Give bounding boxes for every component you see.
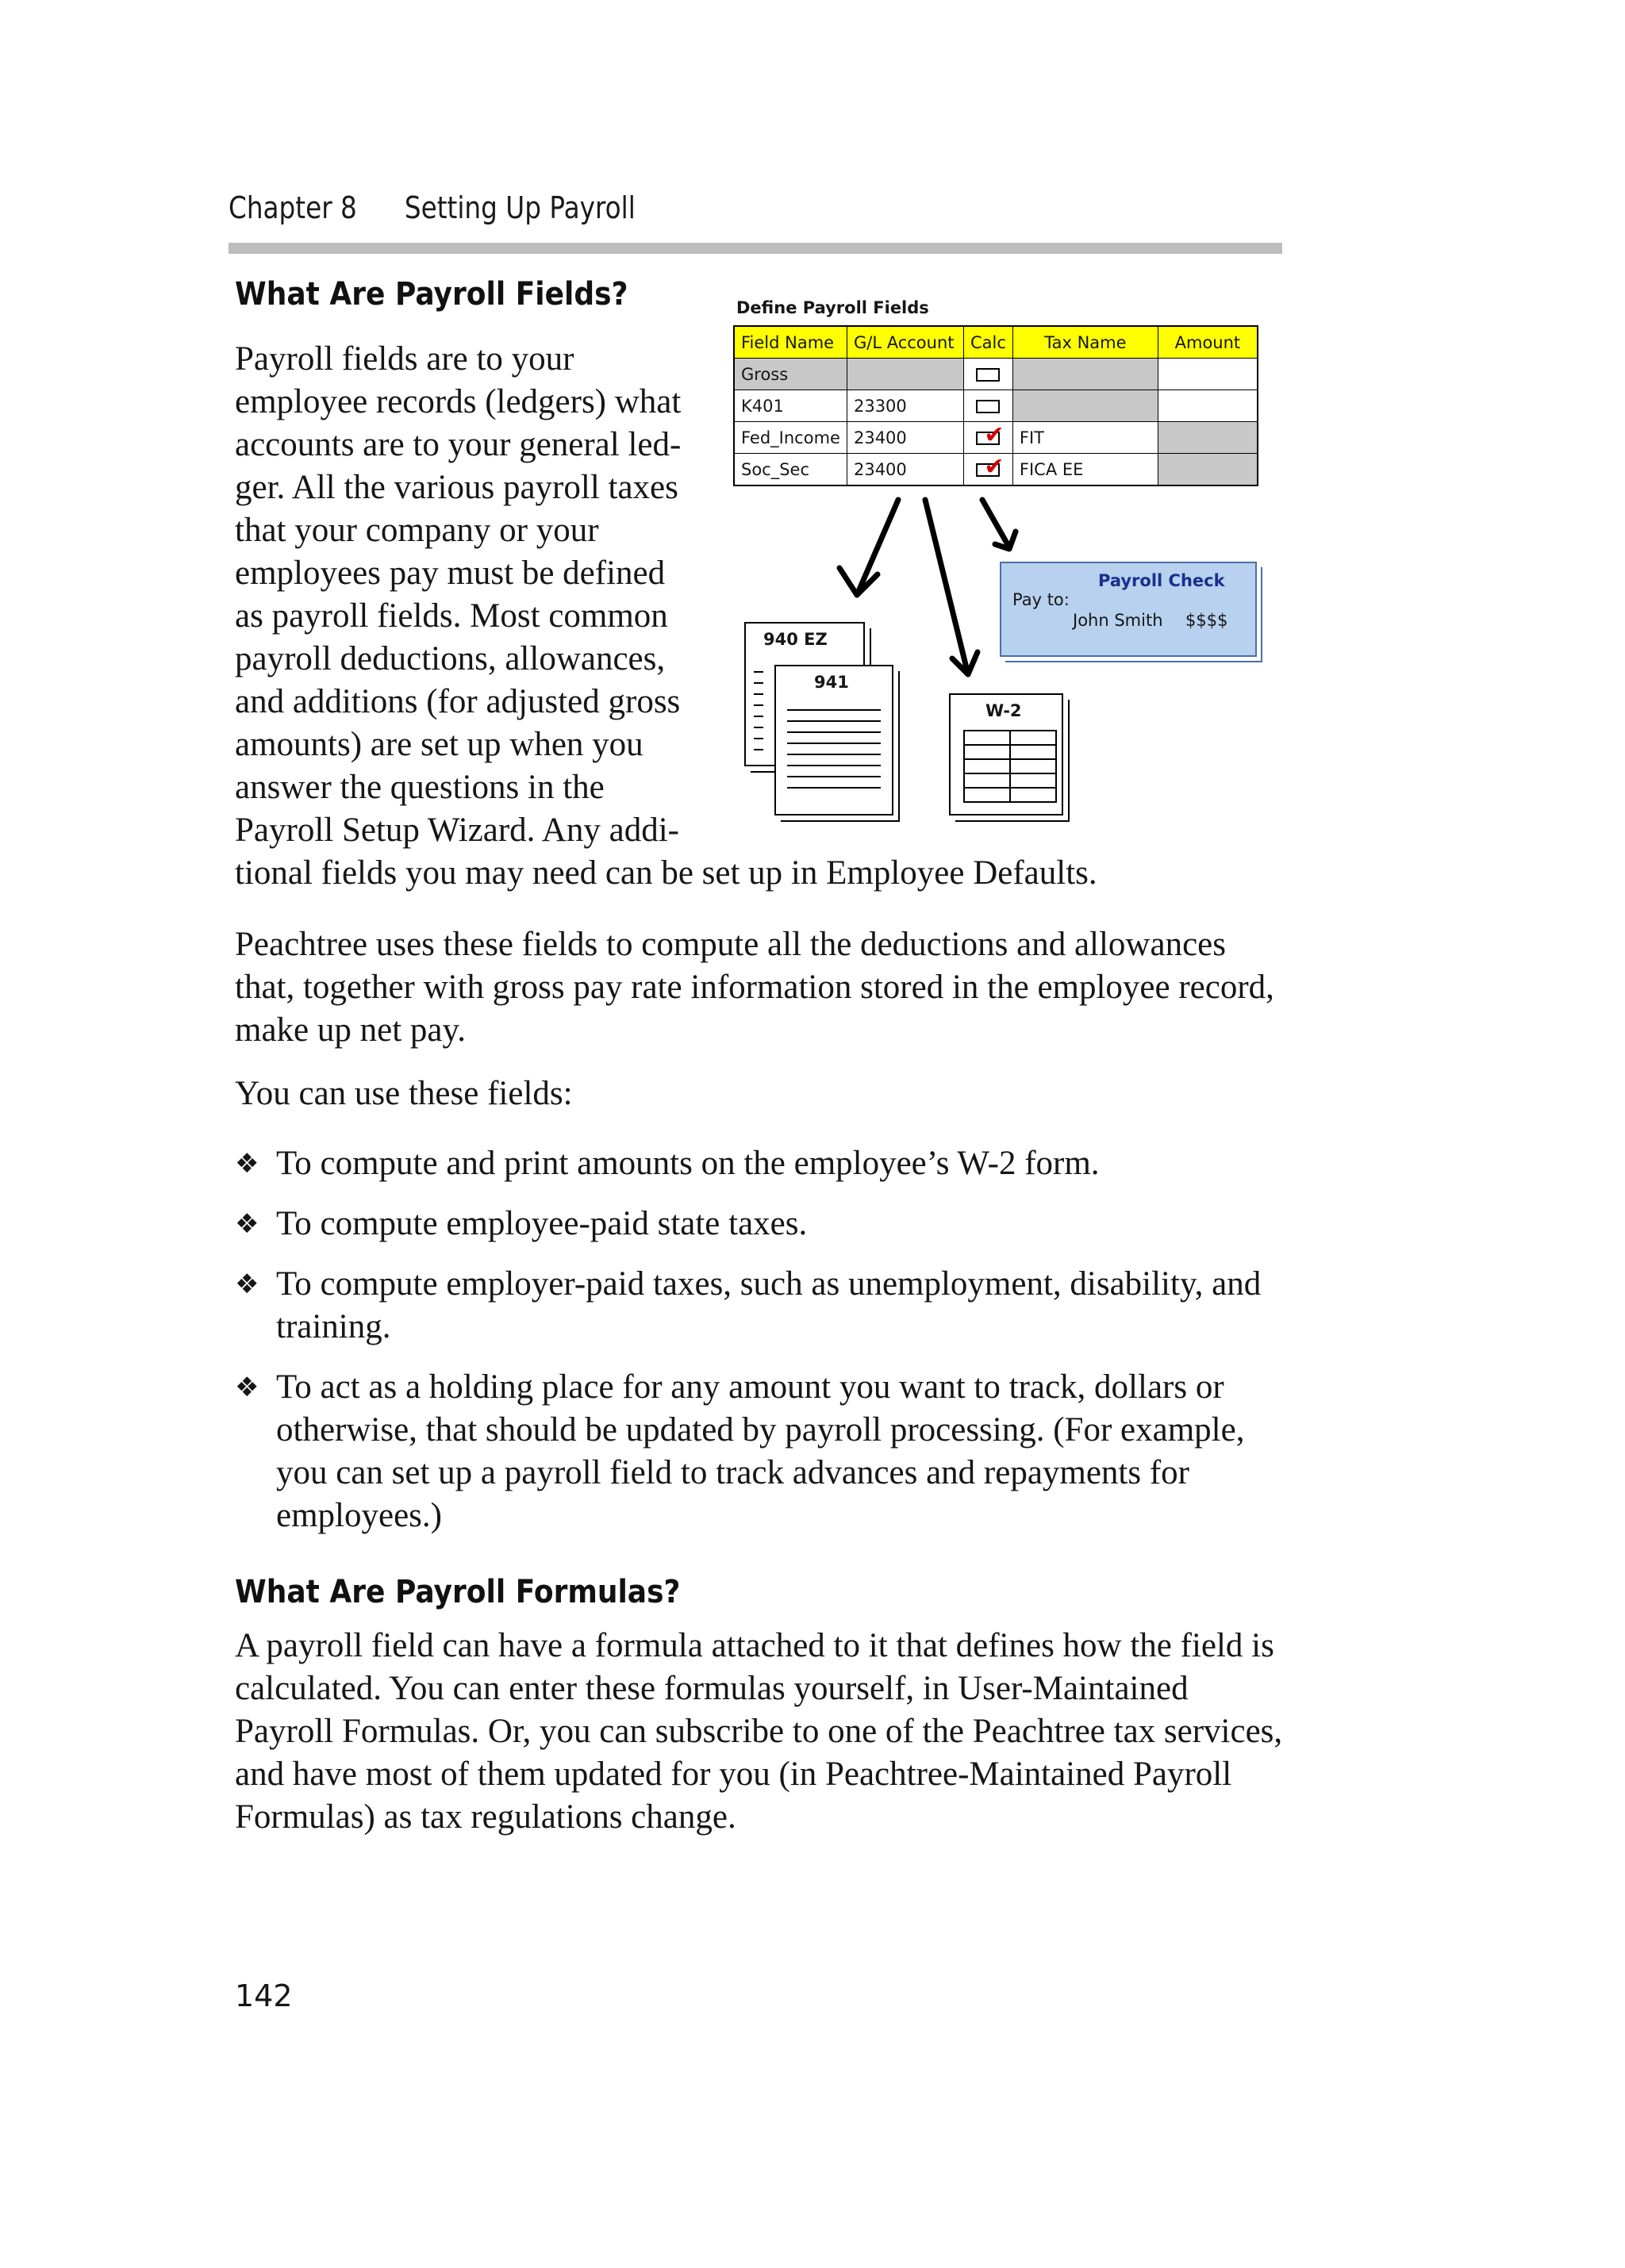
text-line: payroll deductions, allowances,: [235, 640, 666, 677]
form-lines: [787, 709, 881, 798]
list-item: [235, 1366, 1290, 1537]
use-intro: You can use these fields:: [235, 1075, 573, 1112]
text-line: Peachtree uses these fields to compute all the deductions and allowances: [235, 926, 1226, 963]
column-header: Tax Name: [1012, 326, 1158, 359]
form-w2-label: W-2: [985, 701, 1022, 720]
text-line: make up net pay.: [235, 1011, 466, 1049]
account-cell: 23400: [847, 422, 963, 454]
text-line: answer the questions in the: [235, 769, 605, 806]
text-line: tional fields you may need can be set up in Employee Defaults.: [235, 854, 1097, 892]
checkmark-icon: ✔: [984, 453, 1005, 481]
section-heading-fields: What Are Payroll Fields?: [235, 276, 628, 313]
field-name-cell: Soc_Sec: [734, 454, 847, 486]
page-number: 142: [235, 1978, 293, 2013]
list-item-text: To compute and print amounts on the employee’s W-2 form.: [276, 1145, 1100, 1182]
text-line: Payroll Formulas. Or, you can subscribe to one of the Peachtree tax services,: [235, 1713, 1283, 1750]
chapter-title: Setting Up Payroll: [404, 190, 636, 225]
text-line: and additions (for adjusted gross: [235, 683, 681, 720]
running-header: [229, 190, 636, 225]
text-line: Payroll fields are to your: [235, 340, 574, 378]
form-940ez-label: 940 EZ: [763, 630, 828, 649]
field-name-cell: K401: [734, 390, 847, 422]
form-941-label: 941: [814, 673, 849, 692]
account-cell: 23300: [847, 390, 963, 422]
column-header: G/L Account: [847, 326, 963, 359]
checkmark-icon: ✔: [984, 421, 1005, 449]
bullet-icon: ❖: [235, 1148, 259, 1180]
text-line: Payroll Setup Wizard. Any addi-: [235, 812, 679, 849]
text-line: A payroll field can have a formula attached to it that defines how the field is: [235, 1627, 1274, 1664]
arrow-to-940: [857, 500, 898, 595]
field-name-cell: Fed_Income: [734, 422, 847, 454]
formulas-paragraph: [235, 1625, 1282, 1839]
text-line: amounts) are set up when you: [235, 726, 643, 763]
text-line: employee records (ledgers) what: [235, 383, 682, 420]
text-line: calculated. You can enter these formulas yourself, in User-Maintained: [235, 1670, 1189, 1707]
text-line: Formulas) as tax regulations change.: [235, 1798, 736, 1836]
list-item-text: To compute employer-paid taxes, such as unemployment, disability, and training.: [276, 1265, 1262, 1345]
check-amount: $$$$: [1185, 611, 1228, 630]
list-item-text: To act as a holding place for any amount you want to track, dollars or otherwise, that should be updated by payroll processing. (For example, you can set up a payroll field to track advances and repayments for employees.): [276, 1368, 1245, 1534]
payroll-check: [1000, 562, 1257, 657]
account-cell: 23400: [847, 454, 963, 486]
tax-name-cell: FIT: [1012, 422, 1158, 454]
list-item: [235, 1203, 1290, 1245]
section-heading-formulas: What Are Payroll Formulas?: [235, 1574, 681, 1610]
form-w2: [949, 693, 1063, 815]
text-line: accounts are to your general led-: [235, 426, 682, 463]
form-lines: [754, 671, 763, 760]
column-header: Calc: [963, 326, 1012, 359]
payroll-fields-figure: [730, 295, 1270, 835]
list-item-text: To compute employee-paid state taxes.: [276, 1205, 808, 1242]
uses-list: [235, 1142, 1290, 1555]
arrow-to-w2: [925, 500, 968, 674]
list-item: [235, 1263, 1290, 1349]
w2-grid: [963, 730, 1057, 803]
figure-title: Define Payroll Fields: [736, 298, 929, 317]
text-line: that your company or your: [235, 512, 599, 549]
peachtree-paragraph: [235, 923, 1274, 1052]
arrow-head-940: [839, 568, 878, 595]
arrow-to-check: [982, 500, 1009, 547]
header-rule: [229, 243, 1282, 254]
chapter-label: Chapter 8: [229, 190, 357, 225]
text-line: that, together with gross pay rate information stored in the employee record,: [235, 969, 1274, 1006]
payee-name: John Smith: [1073, 611, 1163, 630]
tax-name-cell: FICA EE: [1012, 454, 1158, 486]
list-item: [235, 1142, 1290, 1185]
text-line: and have most of them updated for you (in Peachtree-Maintained Payroll: [235, 1756, 1232, 1793]
form-941: [774, 665, 893, 815]
bullet-icon: ❖: [235, 1372, 259, 1403]
bullet-icon: ❖: [235, 1208, 259, 1240]
pay-to-label: Pay to:: [1012, 590, 1070, 609]
column-header: Field Name: [734, 326, 847, 359]
text-line: employees pay must be defined: [235, 555, 666, 592]
check-title: Payroll Check: [1098, 571, 1225, 590]
bullet-icon: ❖: [235, 1268, 259, 1300]
field-name-cell: Gross: [734, 359, 847, 390]
text-line: as payroll fields. Most common: [235, 597, 668, 635]
text-line: ger. All the various payroll taxes: [235, 469, 678, 506]
column-header: Amount: [1158, 326, 1258, 359]
